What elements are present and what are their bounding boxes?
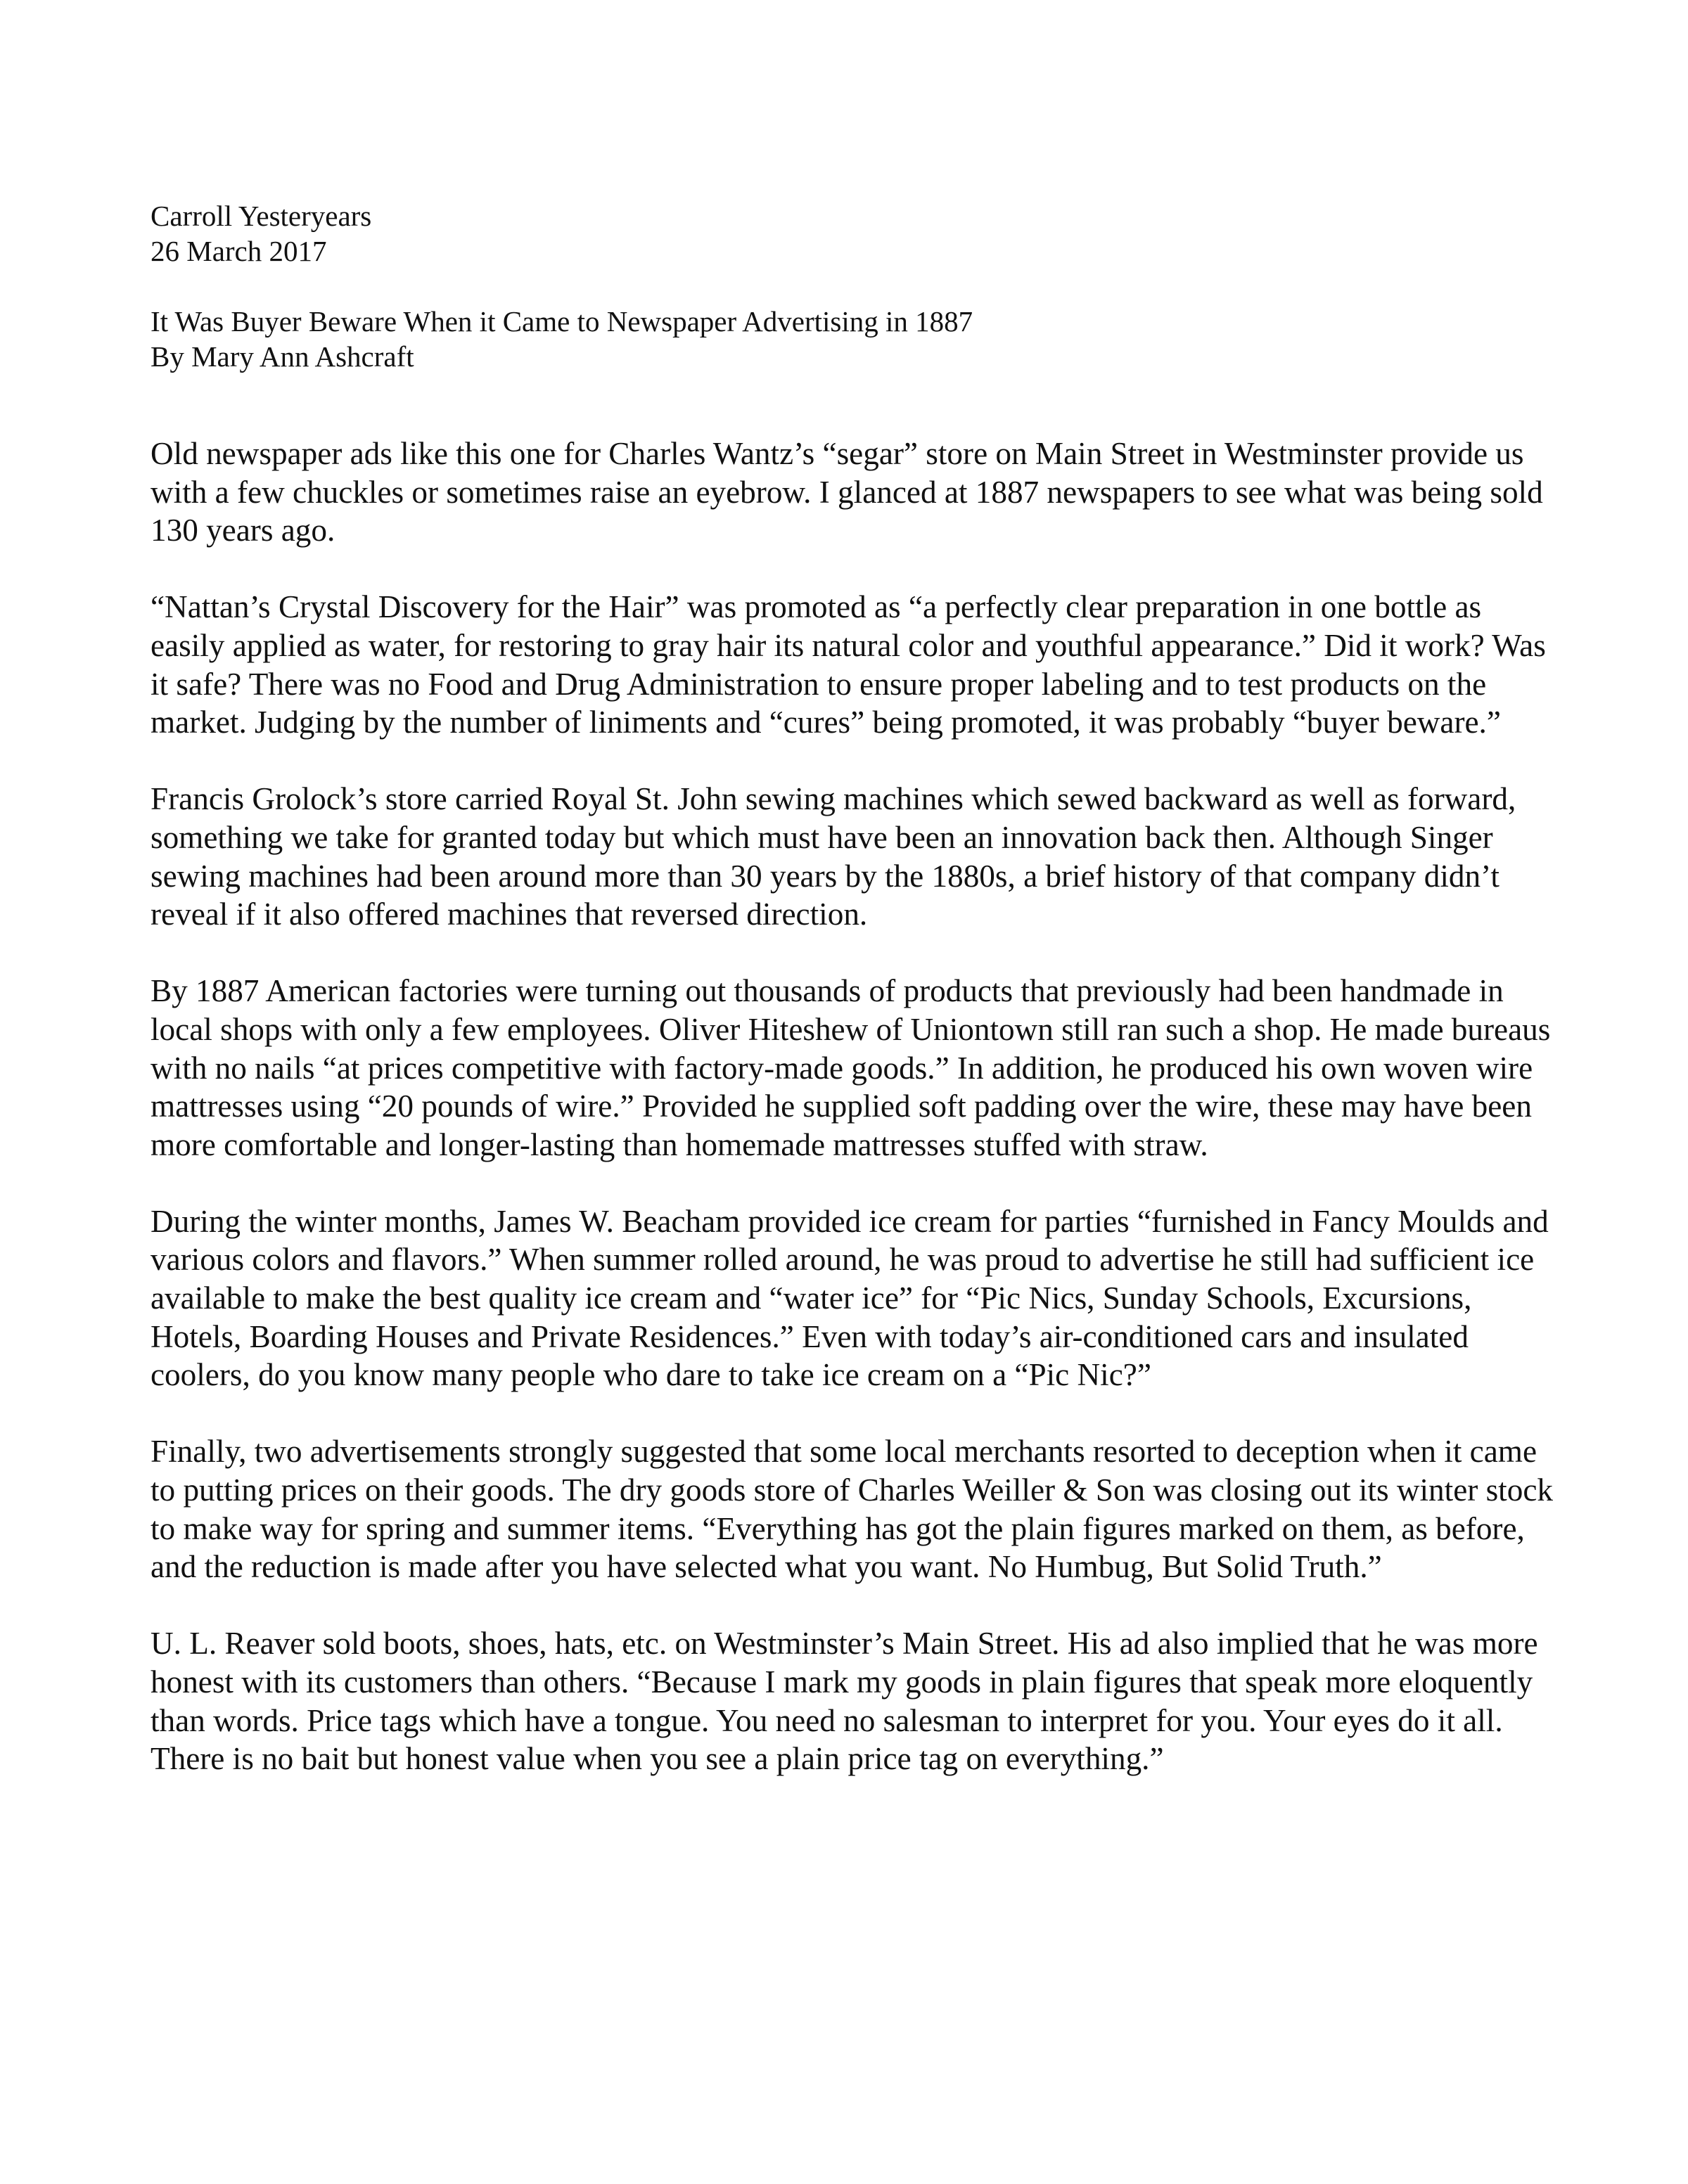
document-header [151,198,1557,269]
paragraph-ice-cream: During the winter months, James W. Beacham provided ice cream for parties “furnished in Fancy Moulds and various colors and flavors.” When summer rolled around, he was proud to advertise he still had sufficient ice available to make the best quality ice cream and “water ice” for “Pic Nics, Sunday Schools, Excursions, Hotels, Boarding Houses and Private Residences.” Even with today’s air-conditioned cars and insulated coolers, do you know many people who dare to take ice cream on a “Pic Nic?” [151,1203,1549,1393]
paragraph-hair-discovery: “Nattan’s Crystal Discovery for the Hair” was promoted as “a perfectly clear preparation in one bottle as easily applied as water, for restoring to gray hair its natural color and youthful appearance.” Did it work? Was it safe? There was no Food and Drug Administration to ensure proper labeling and to test products on the market. Judging by the number of liniments and “cures” being promoted, it was probably “buyer beware.” [151,589,1546,740]
paragraph-sewing-machines: Francis Grolock’s store carried Royal St. John sewing machines which sewed backward as well as forward, something we take for granted today but which must have been an innovation back then. Although Singer sewing machines had been around more than 30 years by the 1880s, a brief history of that company didn’t reveal if it also offered machines that reversed direction. [151,781,1516,932]
article-byline: By Mary Ann Ashcraft [151,340,414,373]
column-name: Carroll Yesteryears [151,200,372,232]
paragraph-intro: Old newspaper ads like this one for Charles Wantz’s “segar” store on Main Street in Westminster provide us with a few chuckles or sometimes raise an eyebrow. I glanced at 1887 newspapers to see what was being sold 130 years ago. [151,436,1543,548]
article-headline: It Was Buyer Beware When it Came to Newspaper Advertising in 1887 [151,305,973,338]
paragraph-weiller-ad: Finally, two advertisements strongly suggested that some local merchants resorted to deception when it came to putting prices on their goods. The dry goods store of Charles Weiller & Son was closing out its winter stock to make way for spring and summer items. “Everything has got the plain figures marked on them, as before, and the reduction is made after you have selected what you want. No Humbug, But Solid Truth.” [151,1434,1553,1585]
paragraph-reaver-ad: U. L. Reaver sold boots, shoes, hats, etc. on Westminster’s Main Street. His ad also implied that he was more honest with its customers than others. “Because I mark my goods in plain figures that speak more eloquently than words. Price tags which have a tongue. You need no salesman to interpret for you. Your eyes do it all. There is no bait but honest value when you see a plain price tag on everything.” [151,1626,1538,1777]
document-page [151,198,1557,1816]
article-title-block [151,304,1557,374]
paragraph-handmade-goods: By 1887 American factories were turning out thousands of products that previously had been handmade in local shops with only a few employees. Oliver Hiteshew of Uniontown still ran such a shop. He made bureaus with no nails “at prices competitive with factory-made goods.” In addition, he produced his own woven wire mattresses using “20 pounds of wire.” Provided he supplied soft padding over the wire, these may have been more comfortable and longer-lasting than homemade mattresses stuffed with straw. [151,973,1551,1162]
publication-date: 26 March 2017 [151,235,327,267]
article-body [151,435,1557,1778]
